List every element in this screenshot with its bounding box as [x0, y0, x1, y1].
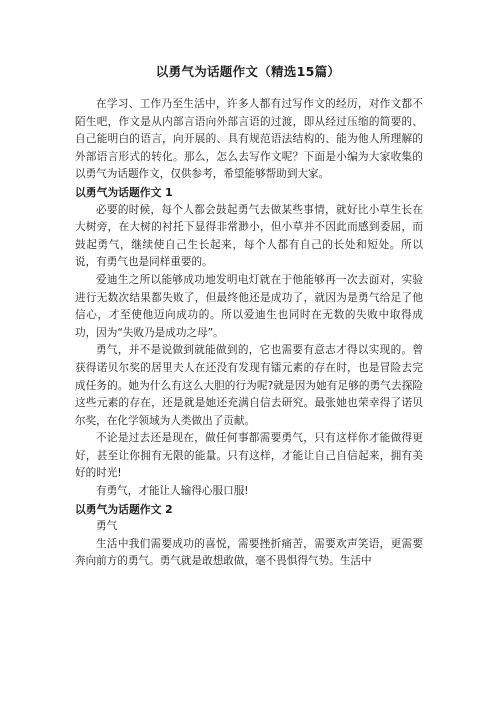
document-title: 以勇气为话题作文（精选15篇）: [155, 64, 341, 79]
body-paragraph: 爱迪生之所以能够成功地发明电灯就在于他能够再一次去面对，实验进行无数次结果都失败了，但最终他还是成功了，就因为是勇气给足了他信心，才至使他迈向成功的。所以爱迪生也同时在无数的失败中取得成功，因为“失败乃是成功之母”。: [75, 273, 423, 339]
intro-paragraph: 在学习、工作乃至生活中，许多人都有过写作文的经历，对作文都不陌生吧，作文是从内部言语向外部言语的过渡，即从经过压缩的简要的、自己能明白的语言，向开展的、具有规范语法结构的、能为他人所理解的外部语言形式的转化。那么，怎么去写作文呢？下面是小编为大家收集的以勇气为话题作文，仅供参考，希望能够帮助到大家。: [75, 98, 423, 181]
body-paragraph: 有勇气，才能让人输得心服口服!: [96, 485, 249, 498]
section-heading: 以勇气为话题作文 1: [75, 185, 173, 199]
section-2: [75, 501, 423, 571]
body-paragraph: 不论是过去还是现在，做任何事都需要勇气，只有这样你才能做得更好，甚至让你拥有无限的能量。只有这样，才能让自己自信起来，拥有美好的时光!: [75, 432, 423, 480]
body-paragraph: 生活中我们需要成功的喜悦，需要挫折痛苦，需要欢声笑语，更需要奔向前方的勇气。勇气就是敢想敢做，毫不畏惧得气势。生活中: [75, 537, 423, 568]
section-1: [75, 184, 423, 501]
document-body: [75, 96, 423, 571]
body-paragraph: 勇气，并不是说做到就能做到的，它也需要有意志才得以实现的。曾获得诺贝尔奖的居里夫人在还没有发现有镭元素的存在时，也是冒险去完成任务的。她为什么有这么大胆的行为呢?就是因为她有足够的勇气去探险这些元素的存在，还是就是她还充满自信去研究。最张她也荣幸得了诺贝尔奖，在化学领域为人类做出了贡献。: [75, 344, 423, 427]
section-heading: 以勇气为话题作文 2: [75, 502, 173, 516]
body-paragraph: 必要的时候，每个人都会鼓起勇气去做某些事情，就好比小草生长在大树旁，在大树的衬托下显得非常渺小，但小草并不因此而感到委屈，而鼓起勇气，继续使自己生长起来，每个人都有自己的长处和短处。所以说，有勇气也是同样重要的。: [75, 203, 423, 269]
body-paragraph: 勇气: [96, 520, 118, 533]
